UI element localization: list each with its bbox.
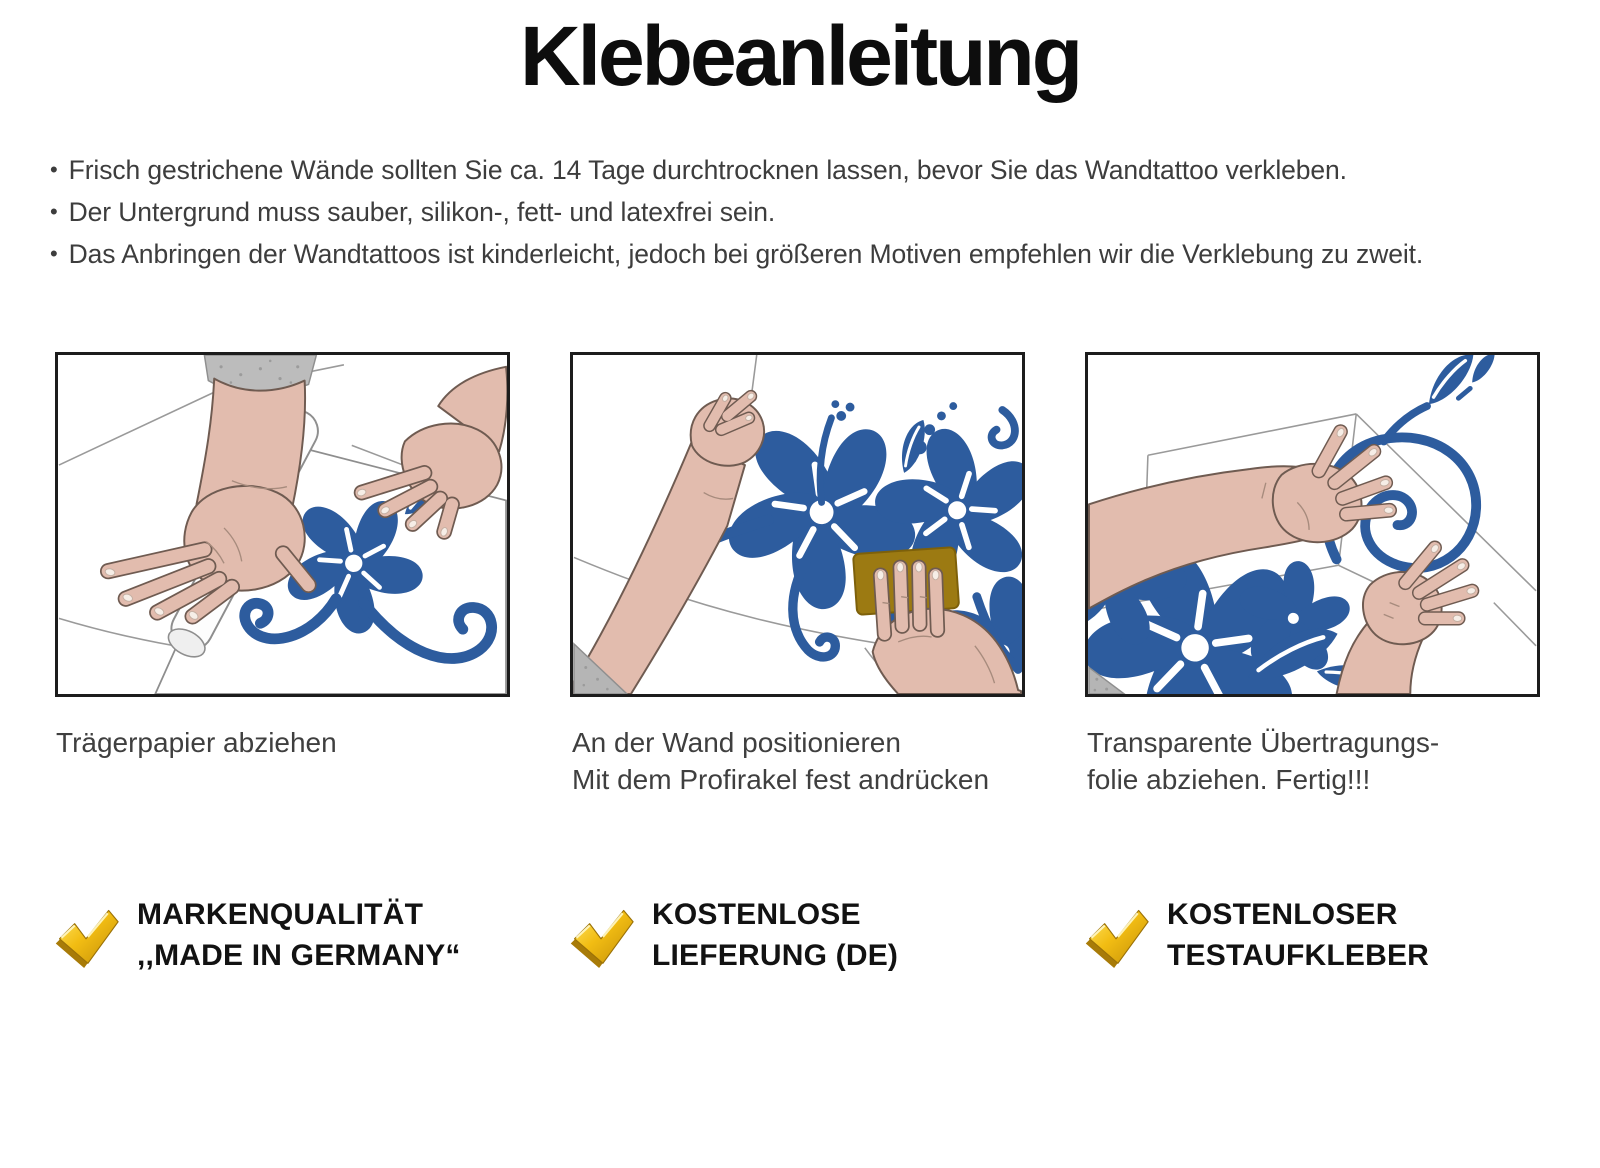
instruction-item <box>50 150 1570 192</box>
badge-free-test-sticker <box>1082 894 1429 976</box>
caption-line: Transparente Übertragungs- <box>1087 727 1440 758</box>
instruction-text: Der Untergrund muss sauber, silikon-, fett- und latexfrei sein. <box>68 197 776 227</box>
instruction-item <box>50 234 1570 276</box>
step-1-caption <box>56 724 337 761</box>
badge-line: ,,MADE IN GERMANY“ <box>137 939 461 972</box>
gold-check-icon <box>1082 901 1150 969</box>
badge-line: KOSTENLOSE <box>652 898 861 931</box>
badge-line: LIEFERUNG (DE) <box>652 939 899 972</box>
caption-line: Mit dem Profirakel fest andrücken <box>572 764 990 795</box>
step-2-panel <box>570 352 1025 697</box>
instructions-list <box>50 150 1570 276</box>
step-2-illustration <box>573 355 1022 694</box>
badge-free-delivery <box>567 894 898 976</box>
step-3-illustration <box>1088 355 1537 694</box>
caption-line: Trägerpapier abziehen <box>56 727 337 758</box>
step-1-panel <box>55 352 510 697</box>
step-2-caption <box>572 724 989 798</box>
badge-line: MARKENQUALITÄT <box>137 898 424 931</box>
step-1-illustration <box>58 355 507 694</box>
page-title: Klebeanleitung <box>519 9 1081 103</box>
bullet-dot: • <box>50 241 58 266</box>
step-3-panel <box>1085 352 1540 697</box>
badge-line: KOSTENLOSER <box>1167 898 1398 931</box>
gold-check-icon <box>567 901 635 969</box>
badge-text <box>137 894 461 976</box>
instruction-text: Das Anbringen der Wandtattoos ist kinderleicht, jedoch bei größeren Motiven empfehlen wir die Verklebung zu zweit. <box>68 239 1424 269</box>
instruction-item <box>50 192 1570 234</box>
badge-line: TESTAUFKLEBER <box>1167 939 1430 972</box>
bullet-dot: • <box>50 199 58 224</box>
instruction-text: Frisch gestrichene Wände sollten Sie ca. 14 Tage durchtrocknen lassen, bevor Sie das Wandtattoo verkleben. <box>68 155 1347 185</box>
badge-text <box>1167 894 1429 976</box>
caption-line: An der Wand positionieren <box>572 727 901 758</box>
bullet-dot: • <box>50 157 58 182</box>
step-3-caption <box>1087 724 1439 798</box>
badge-made-in-germany <box>52 894 461 976</box>
badge-text <box>652 894 898 976</box>
gold-check-icon <box>52 901 120 969</box>
caption-line: folie abziehen. Fertig!!! <box>1087 764 1371 795</box>
